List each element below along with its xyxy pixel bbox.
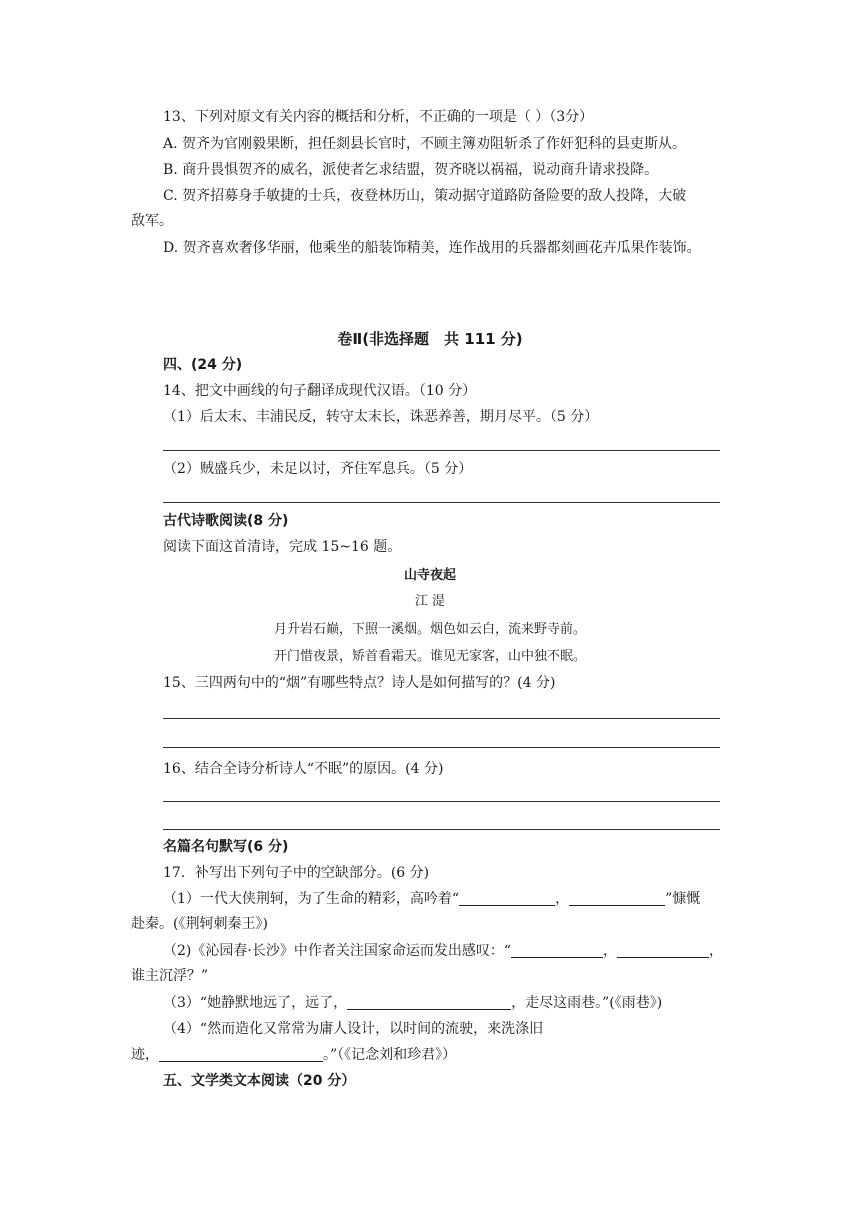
q17-item-2 bbox=[163, 941, 723, 961]
section-4-heading: 四、(24 分) bbox=[163, 357, 243, 373]
q17-item-3 bbox=[163, 993, 662, 1013]
answer-line-q14-1[interactable] bbox=[163, 450, 720, 451]
q17-3-text-b: ，走尽这雨巷。”(《雨巷》) bbox=[511, 995, 663, 1011]
answer-line-q15-2[interactable] bbox=[163, 747, 720, 748]
q13-option-b: B. 商升畏惧贺齐的威名，派使者乞求结盟，贺齐晓以祸福，说动商升请求投降。 bbox=[163, 162, 659, 178]
q17-4-blank[interactable] bbox=[159, 1046, 323, 1062]
answer-line-q14-2[interactable] bbox=[163, 502, 720, 503]
q17-4-text-b: 迹， bbox=[131, 1047, 159, 1063]
poem-author: 江 湜 bbox=[414, 594, 446, 609]
q17-1-sep: ， bbox=[555, 891, 570, 907]
q14-stem: 14、把文中画线的句子翻译成现代汉语。（10 分） bbox=[163, 383, 477, 399]
q17-item-4: （4）“然而造化又常常为庸人设计，以时间的流驶，来洗涤旧 bbox=[163, 1021, 544, 1037]
q17-3-text-a: （3）“她静默地远了，远了， bbox=[163, 995, 348, 1011]
q17-item-2-cont: 谁主沉浮？” bbox=[131, 968, 209, 984]
q15-stem: 15、三四两句中的“烟”有哪些特点？诗人是如何描写的？(4 分) bbox=[163, 675, 556, 691]
q13-option-a: A. 贺齐为官刚毅果断，担任剡县长官时，不顾主簿劝阻斩杀了作奸犯科的县吏斯从。 bbox=[163, 136, 687, 152]
poem-line-2: 开门惜夜景，矫首看霜天。谁见无家客，山中独不眠。 bbox=[273, 649, 586, 664]
mingju-heading: 名篇名句默写(6 分) bbox=[163, 839, 289, 855]
q17-2-blank-1[interactable] bbox=[511, 942, 603, 958]
q17-item-1-cont: 赴秦。(《荆轲刺秦王》) bbox=[131, 916, 268, 932]
q17-item-1 bbox=[163, 889, 700, 909]
q17-2-text-a: （2)《沁园春·长沙》中作者关注国家命运而发出感叹：“ bbox=[163, 943, 511, 959]
q17-1-blank-2[interactable] bbox=[569, 890, 665, 906]
q17-2-text-b: ， bbox=[708, 943, 723, 959]
q14-item-2: （2）贼盛兵少，未足以讨，齐住军息兵。（5 分） bbox=[163, 461, 473, 477]
q13-option-c-line2: 敌军。 bbox=[131, 213, 173, 229]
poem-line-1: 月升岩石巅，下照一溪烟。烟色如云白，流来野寺前。 bbox=[273, 622, 586, 637]
q17-item-4-cont bbox=[131, 1045, 456, 1065]
q17-4-text-c: 。”（《记念刘和珍君》） bbox=[323, 1047, 457, 1063]
q17-1-text-a: （1）一代大侠荆轲，为了生命的精彩，高吟着“ bbox=[163, 891, 460, 907]
q17-1-blank-1[interactable] bbox=[459, 890, 555, 906]
q17-stem: 17．补写出下列句子中的空缺部分。(6 分) bbox=[163, 865, 430, 881]
poem-title: 山寺夜起 bbox=[403, 568, 456, 583]
q13-option-d: D. 贺齐喜欢奢侈华丽，他乘坐的船装饰精美，连作战用的兵器都刻画花卉瓜果作装饰。 bbox=[163, 240, 701, 256]
q14-item-1: （1）后太末、丰浦民反，转守太末长，诛恶养善，期月尽平。（5 分） bbox=[163, 409, 599, 425]
answer-line-q16-2[interactable] bbox=[163, 829, 720, 830]
q17-2-sep: ， bbox=[602, 943, 617, 959]
answer-line-q15-1[interactable] bbox=[163, 718, 720, 719]
answer-line-q16-1[interactable] bbox=[163, 801, 720, 802]
part2-title: 卷Ⅱ(非选择题 共 111 分) bbox=[337, 330, 523, 348]
poetry-heading: 古代诗歌阅读(8 分) bbox=[163, 513, 289, 529]
section-5-heading: 五、文学类文本阅读（20 分） bbox=[163, 1073, 356, 1089]
q13-option-c-line1: C. 贺齐招募身手敏捷的士兵，夜登林历山，策动据守道路防备险要的敌人投降，大破 bbox=[163, 188, 687, 204]
q13-stem: 13、下列对原文有关内容的概括和分析，不正确的一项是（ ）（3分） bbox=[163, 109, 594, 125]
poetry-intro: 阅读下面这首清诗，完成 15~16 题。 bbox=[163, 539, 402, 555]
q17-1-text-b: ”慷慨 bbox=[665, 891, 701, 907]
q16-stem: 16、结合全诗分析诗人“不眠”的原因。(4 分) bbox=[163, 761, 444, 777]
q17-2-blank-2[interactable] bbox=[617, 942, 709, 958]
q17-3-blank[interactable] bbox=[347, 994, 511, 1010]
